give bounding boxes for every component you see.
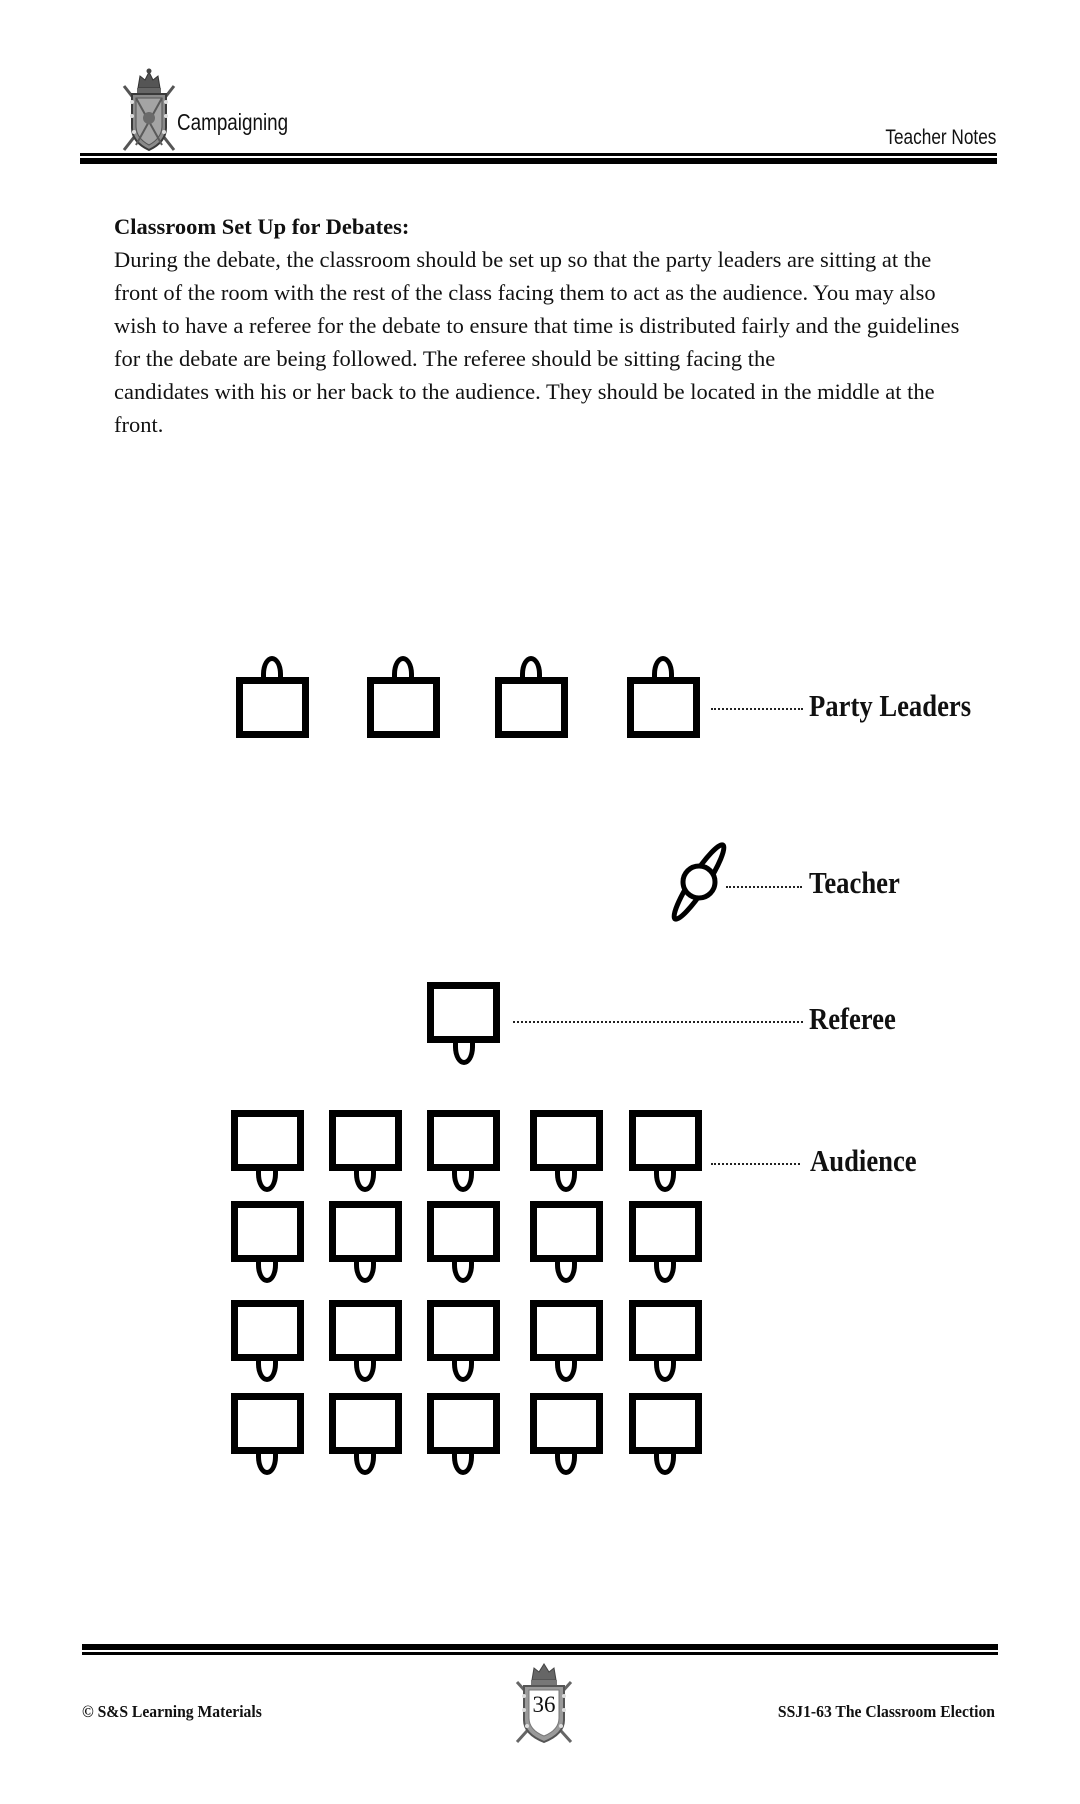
instructions-paragraph	[114, 243, 994, 441]
audience-desk-icon	[530, 1300, 603, 1361]
paragraph-line: for the debate are being followed. The referee should be sitting facing the	[114, 346, 776, 371]
audience-desk-icon	[530, 1110, 603, 1171]
party-leader-desk-icon	[627, 677, 700, 738]
paragraph-line: wish to have a referee for the debate to ensure that time is distributed fairly and the guidelines	[114, 313, 960, 338]
audience-desk-icon	[231, 1201, 304, 1262]
instructions	[114, 210, 994, 441]
audience-leader-line	[711, 1163, 800, 1165]
section-title: Campaigning	[177, 109, 289, 135]
teacher-leader-line	[726, 886, 802, 888]
page-number: 36	[532, 1692, 556, 1717]
crest-logo-icon	[118, 66, 180, 156]
audience-desk-icon	[427, 1110, 500, 1171]
product-title: SSJ1-63 The Classroom Election	[777, 1702, 995, 1721]
audience-desk-icon	[530, 1201, 603, 1262]
header-rule-thin	[80, 153, 997, 156]
copyright-text: © S&S Learning Materials	[82, 1702, 262, 1721]
audience-desk-icon	[629, 1201, 702, 1262]
teacher-notes-label: Teacher Notes	[884, 126, 996, 149]
paragraph-line: front.	[114, 412, 164, 437]
audience-desk-icon	[427, 1300, 500, 1361]
referee-leader-line	[513, 1021, 803, 1023]
paragraph-line: front of the room with the rest of the class facing them to act as the audience. You may also	[114, 280, 936, 305]
audience-desk-icon	[427, 1201, 500, 1262]
teacher-label: Teacher	[809, 865, 900, 900]
audience-desk-icon	[629, 1300, 702, 1361]
audience-label: Audience	[810, 1143, 917, 1178]
party-leader-desk-icon	[367, 677, 440, 738]
paragraph-line: candidates with his or her back to the audience. They should be located in the middle at the	[114, 379, 935, 404]
party-leader-desk-icon	[495, 677, 568, 738]
party-leaders-leader-line	[711, 708, 803, 710]
teacher-desk-icon	[668, 840, 730, 924]
section-heading: Classroom Set Up for Debates:	[114, 214, 410, 239]
page-crest-icon	[512, 1660, 576, 1746]
audience-desk-icon	[629, 1110, 702, 1171]
referee-label: Referee	[809, 1001, 896, 1036]
party-leader-desk-icon	[236, 677, 309, 738]
audience-desk-icon	[629, 1393, 702, 1454]
audience-desk-icon	[329, 1201, 402, 1262]
footer-rule-thick	[82, 1644, 998, 1650]
party-leaders-label: Party Leaders	[809, 688, 972, 723]
header-rule-thick	[80, 158, 997, 164]
audience-desk-icon	[427, 1393, 500, 1454]
audience-desk-icon	[329, 1110, 402, 1171]
audience-desk-icon	[329, 1300, 402, 1361]
referee-desk-icon	[427, 982, 500, 1043]
audience-desk-icon	[231, 1300, 304, 1361]
audience-desk-icon	[231, 1393, 304, 1454]
paragraph-line: During the debate, the classroom should be set up so that the party leaders are sitting at the	[114, 247, 932, 272]
footer-rule-thin	[82, 1652, 998, 1655]
audience-desk-icon	[530, 1393, 603, 1454]
audience-desk-icon	[231, 1110, 304, 1171]
audience-desk-icon	[329, 1393, 402, 1454]
